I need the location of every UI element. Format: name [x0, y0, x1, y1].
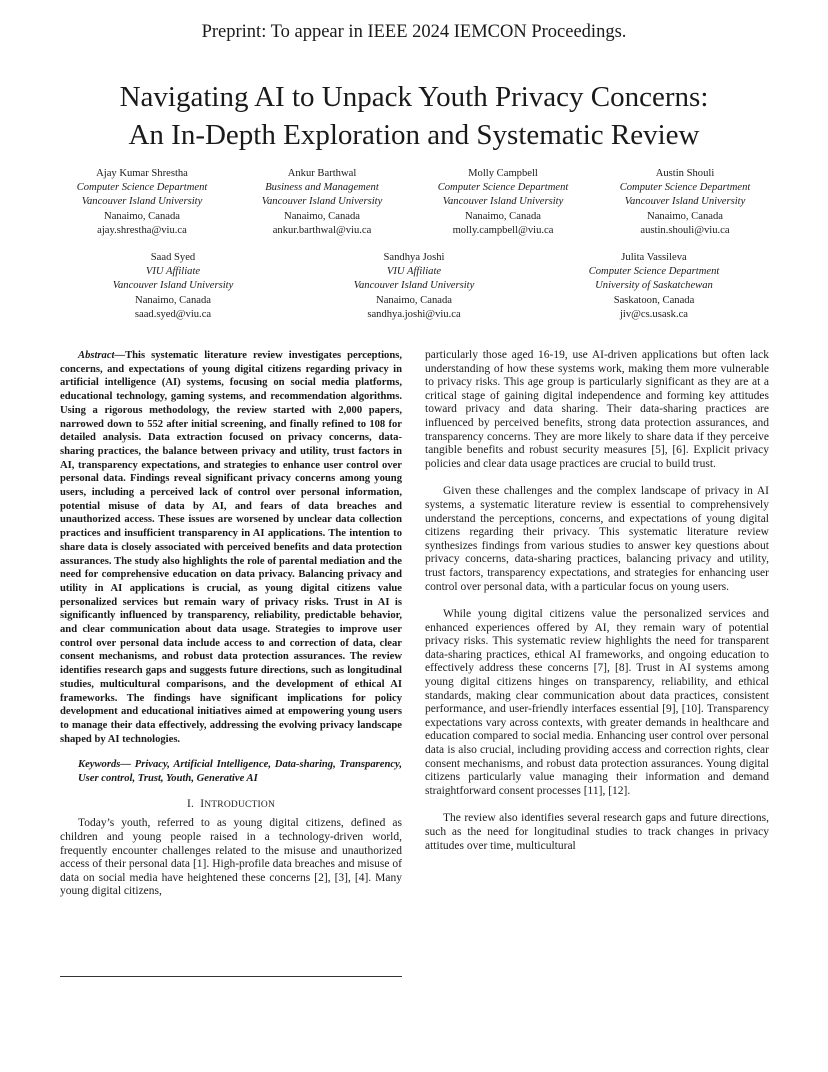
left-column [60, 349, 402, 899]
author-block [42, 167, 242, 238]
author-department: VIU Affiliate [386, 266, 442, 278]
keywords-label: Keywords [78, 759, 121, 771]
author-name: Ankur Barthwal [287, 168, 357, 179]
author-email: jiv@cs.usask.ca [619, 308, 688, 320]
author-organization: Vancouver Island University [81, 196, 203, 208]
author-email: ajay.shrestha@viu.ca [97, 224, 187, 236]
intro-paragraph: Today’s youth, referred to as young digital citizens, defined as children and young people raised in a technology-driven world, frequently encounter challenges related to the misuse and unauthorized access of their personal data [1]. High-profile data breaches and misuse of data on social media have heightened these concerns [2], [3], [4]. Many young digital citizens, [60, 817, 402, 898]
author-location: Nanaimo, Canada [284, 210, 360, 222]
section-heading [60, 798, 402, 813]
author-email: ankur.barthwal@viu.ca [272, 224, 372, 236]
author-name: Molly Campbell [468, 168, 538, 179]
title-line-2: An In-Depth Exploration and Systematic Review [128, 119, 700, 151]
body-paragraph: particularly those aged 16-19, use AI-driven applications but often lack understanding of how these systems work, making them more vulnerable to privacy risks. This age group is particularly significant as they are at a critical stage of gaining digital independence and forming key attitudes toward privacy and data sharing. Their data-sharing practices are influenced by perceived benefits, strong data protection assurances, and transparency concerns. They are more likely to share data if they perceive tangible benefits and robust security measures [5], [6]. Explicit privacy policies and clear data usage practices are crucial to build trust. [425, 349, 769, 470]
author-block [403, 167, 603, 238]
footnote-rule [60, 976, 402, 977]
author-location: Nanaimo, Canada [135, 294, 211, 306]
preprint-note: Preprint: To appear in IEEE 2024 IEMCON Proceedings. [201, 22, 627, 42]
author-organization: Vancouver Island University [353, 280, 475, 292]
author-location: Nanaimo, Canada [104, 210, 180, 222]
right-column [425, 349, 769, 853]
body-paragraph: Given these challenges and the complex landscape of privacy in AI systems, a systematic literature review is essential to comprehensively understand the perceptions, concerns, and expectations of young digital citizens regarding their privacy. This systematic literature review synthesizes findings from various studies to answer key questions about privacy concerns, data-sharing practices, balancing privacy and utility, trust factors, transparency expectations, and strategies for enhancing user control over personal data, with a particular focus on young users. [425, 485, 769, 593]
author-organization: University of Saskatchewan [595, 280, 713, 292]
author-block [314, 251, 514, 322]
section-number: I. [186, 797, 195, 810]
author-organization: Vancouver Island University [112, 280, 234, 292]
author-department: VIU Affiliate [145, 266, 201, 278]
author-organization: Vancouver Island University [624, 196, 746, 208]
abstract-text: —This systematic literature review investigates perceptions, concerns, and expectations of young digital citizens regarding privacy in artificial intelligence (AI) systems, focusing on social media platforms, educational technology, gaming systems, and recommendation algorithms. Using a rigorous methodology, the review started with 2,000 papers, narrowed down to 552 after initial screening, and finally refined to 108 for detailed analysis. Data extraction focused on privacy concerns, data-sharing practices, the balance between privacy and utility, trust factors in AI, transparency expectations, and strategies to enhance user control over personal data. Findings reveal significant privacy concerns among young users, including a perceived lack of control over personal information, potential misuse of data by AI, and fears of data breaches and unauthorized access. These issues are worsened by unclear data collection practices and insufficient transparency in AI applications. The intention to share data is closely associated with perceived benefits and data protection assurances. The study also highlights the role of parental mediation and the need for comprehensive education on data privacy. Balancing privacy and utility in AI applications is crucial, as young digital citizens value personalized services but remain wary of privacy risks. Trust in AI is significantly influenced by transparency, reliability, predictable behavior, and clear communication about data usage. Strategies to improve user control over personal data include access to and correction of data, clear consent mechanisms, and robust data protection assurances. The review identifies research gaps and suggests future directions, such as longitudinal studies, multicultural comparisons, and the development of ethical AI frameworks. The findings have significant implications for policy development and educational initiatives aimed at empowering young users to manage their data effectively, addressing the evolving privacy landscape shaped by AI technologies. [60, 350, 402, 745]
author-organization: Vancouver Island University [442, 196, 564, 208]
author-department: Computer Science Department [619, 182, 751, 194]
title-line-1: Navigating AI to Unpack Youth Privacy Concerns: [119, 81, 709, 113]
keywords [60, 758, 402, 785]
author-name: Austin Shouli [655, 168, 715, 179]
author-department: Computer Science Department [76, 182, 208, 194]
abstract [60, 349, 402, 746]
author-name: Julita Vassileva [621, 252, 687, 263]
author-department: Computer Science Department [437, 182, 569, 194]
author-name: Sandhya Joshi [383, 252, 445, 263]
author-location: Saskatoon, Canada [613, 294, 695, 306]
author-email: saad.syed@viu.ca [134, 308, 212, 320]
author-name: Saad Syed [150, 252, 196, 263]
author-department: Business and Management [265, 182, 379, 194]
abstract-label: Abstract [78, 350, 115, 361]
body-paragraph: While young digital citizens value the personalized services and enhanced experiences offered by AI, they remain wary of potential privacy risks. This systematic review highlights the need for transparent data-sharing practices, ethical AI frameworks, and ongoing education to effectively address these concerns [7], [8]. Trust in AI systems among young digital citizens hinges on transparency, reliability, and ethical standards, making clear communication about data practices, consistent performance, and user-friendly interfaces essential [9], [10]. Transparency expectations vary across contexts, with greater demands in healthcare and education compared to social media. Enhancing user control over personal data is also crucial, including providing access and correction rights, clear consent mechanisms, and robust data protection assurances. Young digital citizens particularly value managing their information and demand straightforward consent processes [11], [12]. [425, 608, 769, 797]
section-title-first: I [200, 797, 205, 810]
author-email: austin.shouli@viu.ca [640, 224, 730, 236]
author-email: sandhya.joshi@viu.ca [367, 308, 461, 320]
author-department: Computer Science Department [588, 266, 720, 278]
section-title-rest: NTRODUCTION [204, 799, 276, 810]
keywords-text: — Privacy, Artificial Intelligence, Data-sharing, Transparency, User control, Trust, Youth, Generative AI [78, 759, 402, 785]
author-block [585, 167, 785, 238]
author-location: Nanaimo, Canada [647, 210, 723, 222]
author-organization: Vancouver Island University [261, 196, 383, 208]
author-block [222, 167, 422, 238]
author-email: molly.campbell@viu.ca [452, 224, 554, 236]
author-location: Nanaimo, Canada [376, 294, 452, 306]
author-block [73, 251, 273, 322]
body-paragraph: The review also identifies several research gaps and future directions, such as the need for longitudinal studies to track changes in privacy attitudes over time, multicultural [425, 812, 769, 852]
author-location: Nanaimo, Canada [465, 210, 541, 222]
author-block [554, 251, 754, 322]
paper-title [40, 78, 788, 154]
author-name: Ajay Kumar Shrestha [96, 168, 188, 179]
